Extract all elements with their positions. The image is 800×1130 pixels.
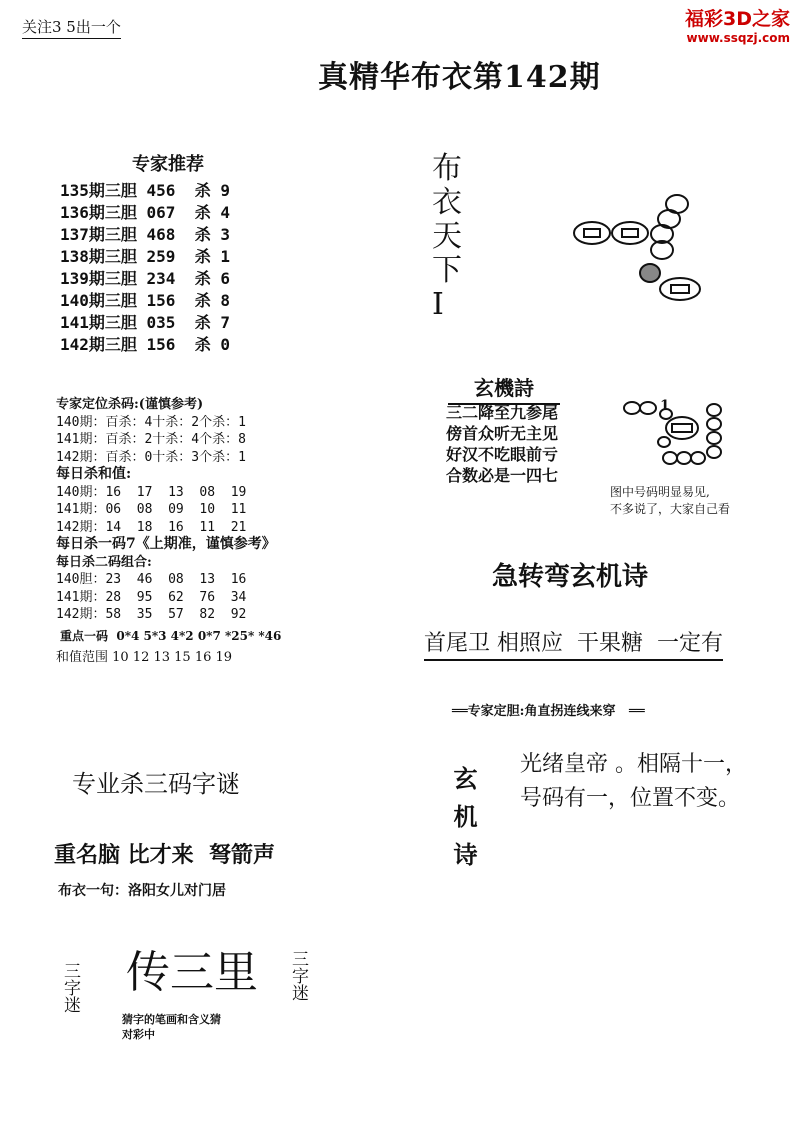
list-item: 三二降至九参尾	[446, 403, 559, 422]
diagram-caption	[610, 484, 730, 518]
list-item: 141期：百杀：2十杀：4个杀：8	[56, 432, 246, 447]
riddle-heading: 专业杀三码字谜	[72, 770, 240, 798]
list-item: 142期：14 18 16 11 21	[56, 519, 247, 535]
expert-dan: ══专家定胆:角直拐连线来穿 ══	[452, 704, 645, 719]
riddle-big-text: 传三里	[126, 947, 258, 998]
list-item: 136期三胆 067 杀 4	[60, 203, 230, 222]
one-kill: 每日杀一码7《上期准，谨慎参考》	[56, 536, 276, 552]
riddle-hint-2: 对彩中	[122, 1028, 155, 1041]
page-title: 真精华布衣第142期	[318, 60, 601, 95]
riddle-side-left: 三字迷	[60, 962, 80, 1013]
sum-kill-heading: 每日杀和值:	[56, 466, 132, 482]
list-item: 140期三胆 156 杀 8	[60, 291, 230, 310]
caption-line-2: 不多说了，大家自己看	[610, 502, 731, 516]
xuanji-heading: 玄機詩	[448, 372, 560, 405]
zhuanwan-heading: 急转弯玄机诗	[492, 562, 649, 592]
sum-range: 和值范围 10 12 13 15 16 19	[56, 650, 233, 665]
list-item: 好汉不吃眼前亏	[446, 445, 559, 464]
key-code: 重点一码 0*4 5*3 4*2 0*7 *25* *46	[60, 628, 282, 643]
list-item: 139期三胆 234 杀 6	[60, 269, 230, 288]
position-kill-heading: 专家定位杀码:(谨慎参考)	[56, 397, 204, 412]
list-item: 137期三胆 468 杀 3	[60, 225, 230, 244]
expert-list	[60, 180, 230, 356]
list-item: 142期：百杀：0十杀：3个杀：1	[56, 449, 246, 465]
riddle-side-right: 三字迷	[288, 950, 308, 1001]
xuanji-poem-vertical-label: 玄机诗	[449, 766, 478, 880]
list-item: 140期：16 17 13 08 19	[56, 484, 247, 500]
buyi-line: 布衣一句：洛阳女儿对门居	[58, 883, 226, 899]
list-item: 135期三胆 456 杀 9	[60, 181, 230, 200]
poem-line-2: 号码有一，位置不变。	[520, 786, 741, 811]
watermark	[685, 4, 790, 45]
list-item: 141期：28 95 62 76 34	[56, 589, 247, 605]
two-kill-heading: 每日杀二码组合:	[56, 554, 152, 570]
list-item: 合数必是一四七	[446, 466, 559, 485]
xuanji-poem	[446, 402, 558, 486]
riddle-hint-1: 猜字的笔画和含义猜	[122, 1013, 221, 1026]
list-item: 141期三胆 035 杀 7	[60, 313, 230, 332]
poem-line-1: 光绪皇帝 。相隔十一，	[520, 752, 747, 777]
top-note: 关注3 5出一个	[22, 16, 121, 39]
list-item: 140期：百杀：4十杀：2个杀：1	[56, 414, 246, 430]
expert-heading: 专家推荐	[132, 154, 204, 175]
list-item: 142期三胆 156 杀 0	[60, 335, 230, 354]
zhuanwan-line: 首尾卫 相照应 干果糖 一定有	[424, 626, 723, 661]
list-item: 138期三胆 259 杀 1	[60, 247, 230, 266]
coin-diagram-2-icon	[622, 398, 726, 470]
list-item: 141期：06 08 09 10 11	[56, 502, 247, 517]
caption-line-1: 图中号码明显易见,	[610, 485, 710, 499]
list-item: 傍首众听无主见	[446, 424, 559, 443]
riddle-line: 重名脑 比才来 弩箭声	[54, 842, 275, 868]
watermark-name: 福彩3D之家	[685, 8, 790, 30]
watermark-url: www.ssqzj.com	[686, 31, 790, 45]
riddle-hint	[122, 1012, 221, 1042]
diagram-label: 1	[660, 398, 670, 414]
stats-block	[56, 396, 281, 667]
list-item: 140胆：23 46 08 13 16	[56, 572, 247, 587]
xuanji-poem-lines	[520, 748, 747, 816]
buyi-tianxia: 布衣天下I	[432, 151, 462, 322]
coin-diagram-icon	[570, 190, 710, 310]
list-item: 142期：58 35 57 82 92	[56, 607, 247, 622]
